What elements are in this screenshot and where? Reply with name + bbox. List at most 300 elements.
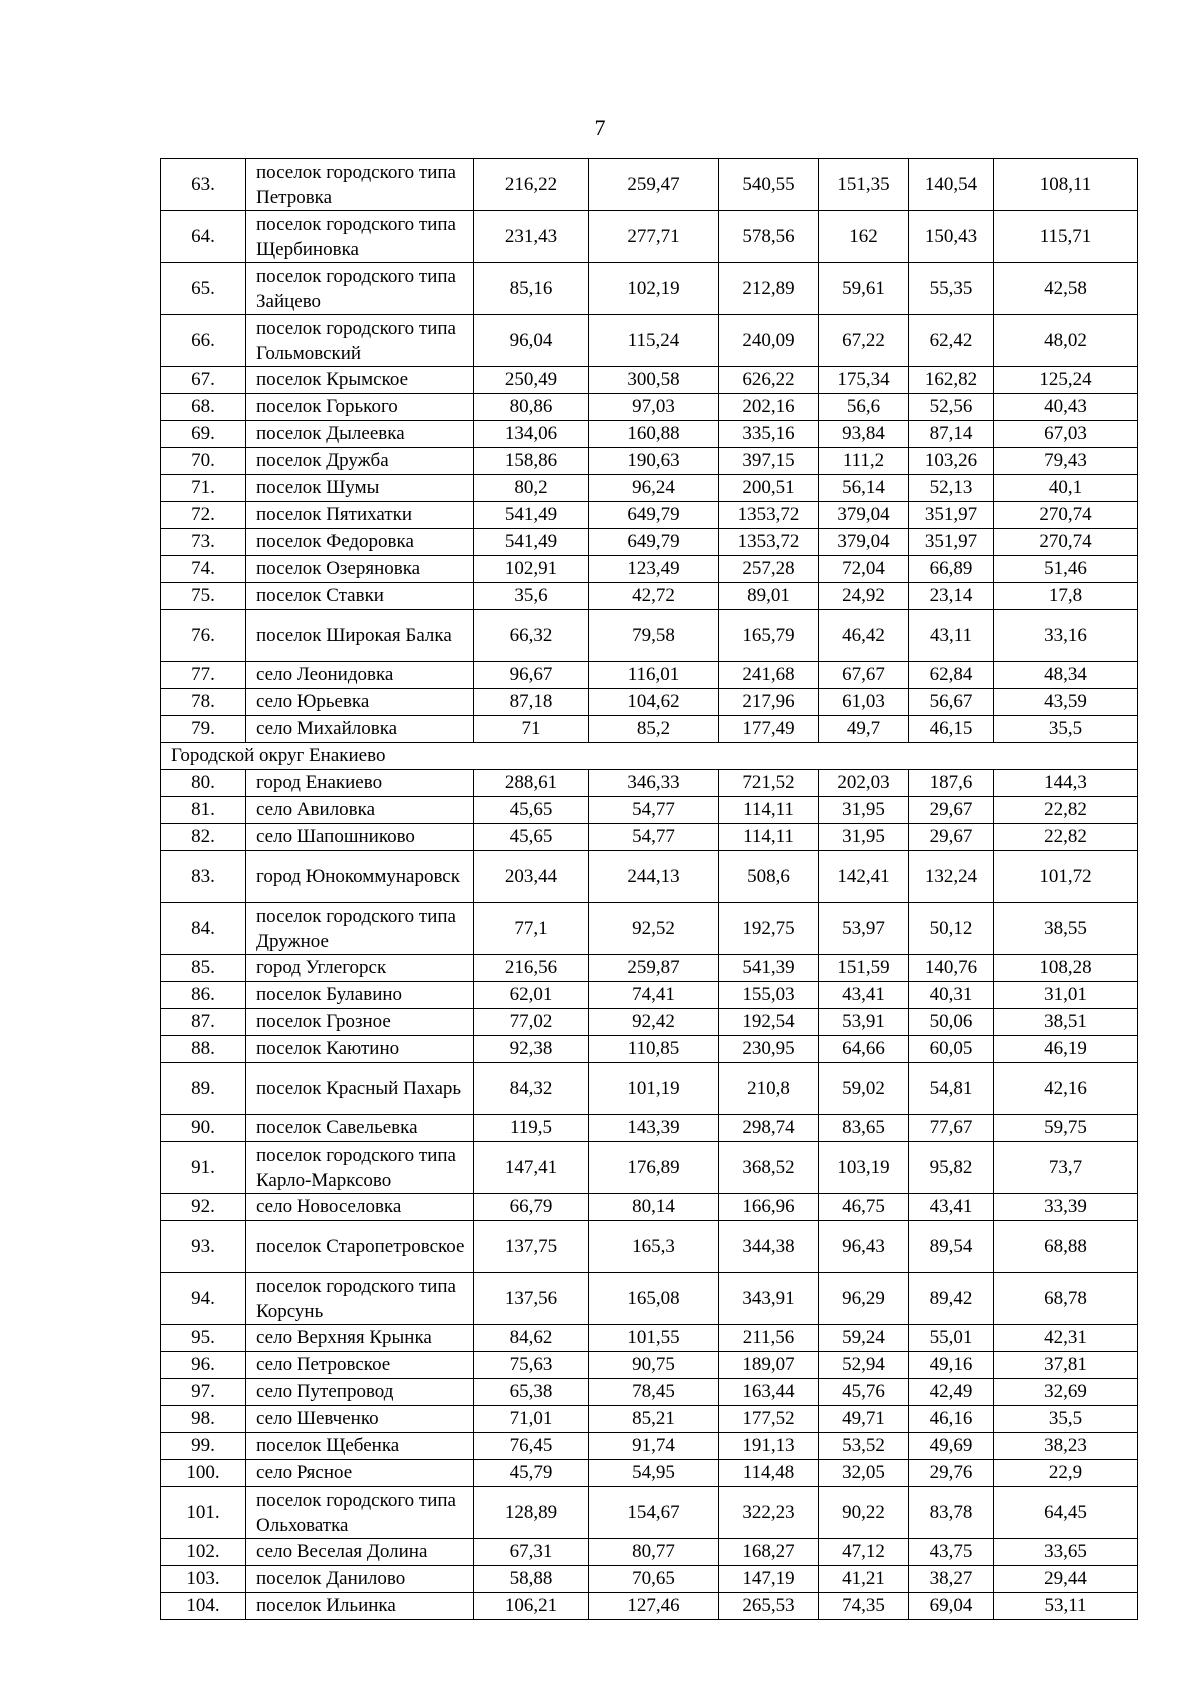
value-cell: 216,56 — [474, 955, 589, 982]
settlement-name: поселок Ставки — [246, 583, 474, 610]
table-row — [161, 263, 1138, 315]
value-cell: 508,6 — [719, 851, 819, 903]
settlement-name: село Верхняя Крынка — [246, 1325, 474, 1352]
value-cell: 89,01 — [719, 583, 819, 610]
value-cell: 96,67 — [474, 662, 589, 689]
row-number: 92. — [161, 1194, 246, 1221]
table-row — [161, 1142, 1138, 1194]
value-cell: 22,82 — [994, 797, 1138, 824]
value-cell: 50,12 — [909, 903, 994, 955]
value-cell: 101,19 — [589, 1063, 719, 1115]
value-cell: 175,34 — [819, 367, 909, 394]
settlement-name: село Новоселовка — [246, 1194, 474, 1221]
value-cell: 187,6 — [909, 770, 994, 797]
value-cell: 32,05 — [819, 1460, 909, 1487]
value-cell: 71,01 — [474, 1406, 589, 1433]
table-row — [161, 1406, 1138, 1433]
value-cell: 212,89 — [719, 263, 819, 315]
value-cell: 165,79 — [719, 610, 819, 662]
value-cell: 176,89 — [589, 1142, 719, 1194]
value-cell: 42,58 — [994, 263, 1138, 315]
value-cell: 96,29 — [819, 1273, 909, 1325]
value-cell: 140,54 — [909, 159, 994, 211]
value-cell: 38,55 — [994, 903, 1138, 955]
value-cell: 40,43 — [994, 394, 1138, 421]
value-cell: 53,97 — [819, 903, 909, 955]
value-cell: 541,49 — [474, 502, 589, 529]
value-cell: 160,88 — [589, 421, 719, 448]
table-row — [161, 1460, 1138, 1487]
value-cell: 37,81 — [994, 1352, 1138, 1379]
value-cell: 166,96 — [719, 1194, 819, 1221]
value-cell: 351,97 — [909, 529, 994, 556]
value-cell: 143,39 — [589, 1115, 719, 1142]
row-number: 93. — [161, 1221, 246, 1273]
value-cell: 51,46 — [994, 556, 1138, 583]
settlement-name: село Леонидовка — [246, 662, 474, 689]
table-row — [161, 421, 1138, 448]
value-cell: 73,7 — [994, 1142, 1138, 1194]
value-cell: 55,01 — [909, 1325, 994, 1352]
value-cell: 92,38 — [474, 1036, 589, 1063]
table-row — [161, 689, 1138, 716]
value-cell: 45,76 — [819, 1379, 909, 1406]
value-cell: 277,71 — [589, 211, 719, 263]
value-cell: 162 — [819, 211, 909, 263]
settlement-name: город Углегорск — [246, 955, 474, 982]
value-cell: 61,03 — [819, 689, 909, 716]
value-cell: 56,67 — [909, 689, 994, 716]
value-cell: 56,6 — [819, 394, 909, 421]
value-cell: 379,04 — [819, 502, 909, 529]
value-cell: 115,71 — [994, 211, 1138, 263]
value-cell: 217,96 — [719, 689, 819, 716]
settlement-name: поселок городского типа Карло-Марксово — [246, 1142, 474, 1194]
value-cell: 397,15 — [719, 448, 819, 475]
table-row — [161, 982, 1138, 1009]
row-number: 85. — [161, 955, 246, 982]
table-row — [161, 367, 1138, 394]
value-cell: 90,75 — [589, 1352, 719, 1379]
value-cell: 54,95 — [589, 1460, 719, 1487]
row-number: 75. — [161, 583, 246, 610]
table-row — [161, 1352, 1138, 1379]
value-cell: 49,7 — [819, 716, 909, 743]
value-cell: 65,38 — [474, 1379, 589, 1406]
value-cell: 58,88 — [474, 1566, 589, 1593]
row-number: 81. — [161, 797, 246, 824]
value-cell: 64,66 — [819, 1036, 909, 1063]
value-cell: 343,91 — [719, 1273, 819, 1325]
value-cell: 46,75 — [819, 1194, 909, 1221]
value-cell: 38,51 — [994, 1009, 1138, 1036]
settlement-name: поселок городского типа Гольмовский — [246, 315, 474, 367]
page-number: 7 — [594, 115, 606, 140]
settlement-name: село Петровское — [246, 1352, 474, 1379]
value-cell: 114,11 — [719, 824, 819, 851]
table-row — [161, 955, 1138, 982]
table-row — [161, 610, 1138, 662]
settlement-name: село Михайловка — [246, 716, 474, 743]
value-cell: 721,52 — [719, 770, 819, 797]
table-row — [161, 716, 1138, 743]
value-cell: 53,91 — [819, 1009, 909, 1036]
value-cell: 48,34 — [994, 662, 1138, 689]
table-row — [161, 1221, 1138, 1273]
value-cell: 151,59 — [819, 955, 909, 982]
value-cell: 87,18 — [474, 689, 589, 716]
value-cell: 92,52 — [589, 903, 719, 955]
row-number: 68. — [161, 394, 246, 421]
value-cell: 77,02 — [474, 1009, 589, 1036]
settlement-name: поселок Булавино — [246, 982, 474, 1009]
value-cell: 91,74 — [589, 1433, 719, 1460]
value-cell: 540,55 — [719, 159, 819, 211]
value-cell: 90,22 — [819, 1487, 909, 1539]
value-cell: 71 — [474, 716, 589, 743]
settlement-name: село Рясное — [246, 1460, 474, 1487]
value-cell: 142,41 — [819, 851, 909, 903]
settlement-name: поселок городского типа Щербиновка — [246, 211, 474, 263]
value-cell: 68,78 — [994, 1273, 1138, 1325]
value-cell: 52,13 — [909, 475, 994, 502]
value-cell: 42,49 — [909, 1379, 994, 1406]
settlement-name: поселок Шумы — [246, 475, 474, 502]
value-cell: 368,52 — [719, 1142, 819, 1194]
section-row — [161, 743, 1138, 770]
value-cell: 85,2 — [589, 716, 719, 743]
value-cell: 22,82 — [994, 824, 1138, 851]
value-cell: 87,14 — [909, 421, 994, 448]
value-cell: 116,01 — [589, 662, 719, 689]
value-cell: 62,01 — [474, 982, 589, 1009]
value-cell: 80,14 — [589, 1194, 719, 1221]
value-cell: 125,24 — [994, 367, 1138, 394]
value-cell: 60,05 — [909, 1036, 994, 1063]
value-cell: 150,43 — [909, 211, 994, 263]
row-number: 69. — [161, 421, 246, 448]
row-number: 91. — [161, 1142, 246, 1194]
row-number: 72. — [161, 502, 246, 529]
settlement-name: поселок Щебенка — [246, 1433, 474, 1460]
row-number: 70. — [161, 448, 246, 475]
value-cell: 203,44 — [474, 851, 589, 903]
settlement-name: поселок городского типа Ольховатка — [246, 1487, 474, 1539]
value-cell: 53,52 — [819, 1433, 909, 1460]
value-cell: 379,04 — [819, 529, 909, 556]
value-cell: 202,03 — [819, 770, 909, 797]
value-cell: 59,24 — [819, 1325, 909, 1352]
value-cell: 177,52 — [719, 1406, 819, 1433]
row-number: 79. — [161, 716, 246, 743]
value-cell: 67,22 — [819, 315, 909, 367]
row-number: 96. — [161, 1352, 246, 1379]
value-cell: 85,21 — [589, 1406, 719, 1433]
value-cell: 158,86 — [474, 448, 589, 475]
value-cell: 67,67 — [819, 662, 909, 689]
settlement-name: поселок Грозное — [246, 1009, 474, 1036]
value-cell: 103,19 — [819, 1142, 909, 1194]
value-cell: 231,43 — [474, 211, 589, 263]
row-number: 66. — [161, 315, 246, 367]
table-body — [161, 159, 1138, 1620]
row-number: 77. — [161, 662, 246, 689]
value-cell: 211,56 — [719, 1325, 819, 1352]
value-cell: 66,89 — [909, 556, 994, 583]
value-cell: 298,74 — [719, 1115, 819, 1142]
section-title: Городской округ Енакиево — [161, 743, 1138, 770]
value-cell: 79,58 — [589, 610, 719, 662]
value-cell: 128,89 — [474, 1487, 589, 1539]
value-cell: 649,79 — [589, 529, 719, 556]
row-number: 80. — [161, 770, 246, 797]
row-number: 102. — [161, 1539, 246, 1566]
table-row — [161, 1194, 1138, 1221]
value-cell: 80,86 — [474, 394, 589, 421]
value-cell: 49,71 — [819, 1406, 909, 1433]
row-number: 83. — [161, 851, 246, 903]
row-number: 84. — [161, 903, 246, 955]
value-cell: 140,76 — [909, 955, 994, 982]
value-cell: 45,79 — [474, 1460, 589, 1487]
value-cell: 190,63 — [589, 448, 719, 475]
value-cell: 43,41 — [909, 1194, 994, 1221]
value-cell: 102,19 — [589, 263, 719, 315]
value-cell: 40,1 — [994, 475, 1138, 502]
table-row — [161, 211, 1138, 263]
value-cell: 230,95 — [719, 1036, 819, 1063]
value-cell: 240,09 — [719, 315, 819, 367]
value-cell: 43,41 — [819, 982, 909, 1009]
settlement-name: поселок Широкая Балка — [246, 610, 474, 662]
settlement-name: село Шапошниково — [246, 824, 474, 851]
settlement-name: поселок Пятихатки — [246, 502, 474, 529]
table-row — [161, 662, 1138, 689]
settlement-name: поселок Дылеевка — [246, 421, 474, 448]
value-cell: 137,56 — [474, 1273, 589, 1325]
value-cell: 89,54 — [909, 1221, 994, 1273]
value-cell: 165,3 — [589, 1221, 719, 1273]
value-cell: 191,13 — [719, 1433, 819, 1460]
value-cell: 137,75 — [474, 1221, 589, 1273]
settlement-name: поселок Данилово — [246, 1566, 474, 1593]
value-cell: 101,55 — [589, 1325, 719, 1352]
value-cell: 74,41 — [589, 982, 719, 1009]
value-cell: 103,26 — [909, 448, 994, 475]
value-cell: 35,5 — [994, 1406, 1138, 1433]
row-number: 90. — [161, 1115, 246, 1142]
row-number: 98. — [161, 1406, 246, 1433]
value-cell: 1353,72 — [719, 529, 819, 556]
table-row — [161, 475, 1138, 502]
value-cell: 162,82 — [909, 367, 994, 394]
value-cell: 54,77 — [589, 824, 719, 851]
table-row — [161, 502, 1138, 529]
value-cell: 144,3 — [994, 770, 1138, 797]
value-cell: 74,35 — [819, 1593, 909, 1620]
value-cell: 96,04 — [474, 315, 589, 367]
value-cell: 23,14 — [909, 583, 994, 610]
value-cell: 322,23 — [719, 1487, 819, 1539]
value-cell: 43,75 — [909, 1539, 994, 1566]
value-cell: 168,27 — [719, 1539, 819, 1566]
value-cell: 114,11 — [719, 797, 819, 824]
value-cell: 64,45 — [994, 1487, 1138, 1539]
row-number: 74. — [161, 556, 246, 583]
value-cell: 35,5 — [994, 716, 1138, 743]
value-cell: 216,22 — [474, 159, 589, 211]
value-cell: 41,21 — [819, 1566, 909, 1593]
table-row — [161, 851, 1138, 903]
table-row — [161, 448, 1138, 475]
value-cell: 70,65 — [589, 1566, 719, 1593]
table-row — [161, 1115, 1138, 1142]
value-cell: 192,75 — [719, 903, 819, 955]
value-cell: 92,42 — [589, 1009, 719, 1036]
value-cell: 42,72 — [589, 583, 719, 610]
value-cell: 244,13 — [589, 851, 719, 903]
table-row — [161, 159, 1138, 211]
row-number: 99. — [161, 1433, 246, 1460]
value-cell: 95,82 — [909, 1142, 994, 1194]
row-number: 64. — [161, 211, 246, 263]
value-cell: 54,77 — [589, 797, 719, 824]
row-number: 103. — [161, 1566, 246, 1593]
settlement-name: село Веселая Долина — [246, 1539, 474, 1566]
value-cell: 626,22 — [719, 367, 819, 394]
row-number: 87. — [161, 1009, 246, 1036]
value-cell: 649,79 — [589, 502, 719, 529]
table-row — [161, 1539, 1138, 1566]
value-cell: 59,61 — [819, 263, 909, 315]
value-cell: 134,06 — [474, 421, 589, 448]
settlement-name: село Путепровод — [246, 1379, 474, 1406]
settlement-name: город Енакиево — [246, 770, 474, 797]
settlement-name: поселок Озеряновка — [246, 556, 474, 583]
value-cell: 62,42 — [909, 315, 994, 367]
value-cell: 45,65 — [474, 797, 589, 824]
value-cell: 83,78 — [909, 1487, 994, 1539]
value-cell: 288,61 — [474, 770, 589, 797]
value-cell: 66,32 — [474, 610, 589, 662]
value-cell: 93,84 — [819, 421, 909, 448]
value-cell: 578,56 — [719, 211, 819, 263]
settlement-name: поселок Крымское — [246, 367, 474, 394]
value-cell: 346,33 — [589, 770, 719, 797]
value-cell: 85,16 — [474, 263, 589, 315]
value-cell: 541,49 — [474, 529, 589, 556]
value-cell: 96,43 — [819, 1221, 909, 1273]
value-cell: 210,8 — [719, 1063, 819, 1115]
value-cell: 78,45 — [589, 1379, 719, 1406]
value-cell: 241,68 — [719, 662, 819, 689]
value-cell: 29,44 — [994, 1566, 1138, 1593]
value-cell: 42,31 — [994, 1325, 1138, 1352]
settlement-name: поселок городского типа Корсунь — [246, 1273, 474, 1325]
value-cell: 111,2 — [819, 448, 909, 475]
table-row — [161, 1063, 1138, 1115]
value-cell: 67,31 — [474, 1539, 589, 1566]
value-cell: 344,38 — [719, 1221, 819, 1273]
value-cell: 29,76 — [909, 1460, 994, 1487]
value-cell: 151,35 — [819, 159, 909, 211]
value-cell: 43,59 — [994, 689, 1138, 716]
value-cell: 33,39 — [994, 1194, 1138, 1221]
value-cell: 38,27 — [909, 1566, 994, 1593]
value-cell: 189,07 — [719, 1352, 819, 1379]
value-cell: 200,51 — [719, 475, 819, 502]
value-cell: 49,16 — [909, 1352, 994, 1379]
value-cell: 89,42 — [909, 1273, 994, 1325]
settlement-name: поселок Савельевка — [246, 1115, 474, 1142]
row-number: 97. — [161, 1379, 246, 1406]
table-row — [161, 1593, 1138, 1620]
value-cell: 67,03 — [994, 421, 1138, 448]
settlement-name: поселок Каютино — [246, 1036, 474, 1063]
value-cell: 335,16 — [719, 421, 819, 448]
row-number: 65. — [161, 263, 246, 315]
value-cell: 106,21 — [474, 1593, 589, 1620]
row-number: 71. — [161, 475, 246, 502]
value-cell: 38,23 — [994, 1433, 1138, 1460]
value-cell: 55,35 — [909, 263, 994, 315]
value-cell: 77,67 — [909, 1115, 994, 1142]
table-row — [161, 583, 1138, 610]
settlement-name: село Шевченко — [246, 1406, 474, 1433]
row-number: 95. — [161, 1325, 246, 1352]
settlement-name: село Юрьевка — [246, 689, 474, 716]
value-cell: 97,03 — [589, 394, 719, 421]
value-cell: 123,49 — [589, 556, 719, 583]
value-cell: 270,74 — [994, 529, 1138, 556]
value-cell: 115,24 — [589, 315, 719, 367]
value-cell: 108,11 — [994, 159, 1138, 211]
settlement-name: село Авиловка — [246, 797, 474, 824]
value-cell: 32,69 — [994, 1379, 1138, 1406]
row-number: 104. — [161, 1593, 246, 1620]
row-number: 78. — [161, 689, 246, 716]
value-cell: 101,72 — [994, 851, 1138, 903]
value-cell: 45,65 — [474, 824, 589, 851]
value-cell: 165,08 — [589, 1273, 719, 1325]
value-cell: 53,11 — [994, 1593, 1138, 1620]
value-cell: 541,39 — [719, 955, 819, 982]
value-cell: 47,12 — [819, 1539, 909, 1566]
value-cell: 114,48 — [719, 1460, 819, 1487]
value-cell: 31,95 — [819, 824, 909, 851]
value-cell: 29,67 — [909, 824, 994, 851]
value-cell: 66,79 — [474, 1194, 589, 1221]
value-cell: 96,24 — [589, 475, 719, 502]
value-cell: 33,16 — [994, 610, 1138, 662]
value-cell: 31,01 — [994, 982, 1138, 1009]
value-cell: 62,84 — [909, 662, 994, 689]
value-cell: 202,16 — [719, 394, 819, 421]
value-cell: 108,28 — [994, 955, 1138, 982]
row-number: 63. — [161, 159, 246, 211]
value-cell: 265,53 — [719, 1593, 819, 1620]
settlement-name: поселок Дружба — [246, 448, 474, 475]
value-cell: 132,24 — [909, 851, 994, 903]
value-cell: 68,88 — [994, 1221, 1138, 1273]
value-cell: 29,67 — [909, 797, 994, 824]
value-cell: 79,43 — [994, 448, 1138, 475]
value-cell: 102,91 — [474, 556, 589, 583]
settlement-name: город Юнокоммунаровск — [246, 851, 474, 903]
value-cell: 177,49 — [719, 716, 819, 743]
value-cell: 46,16 — [909, 1406, 994, 1433]
value-cell: 84,62 — [474, 1325, 589, 1352]
